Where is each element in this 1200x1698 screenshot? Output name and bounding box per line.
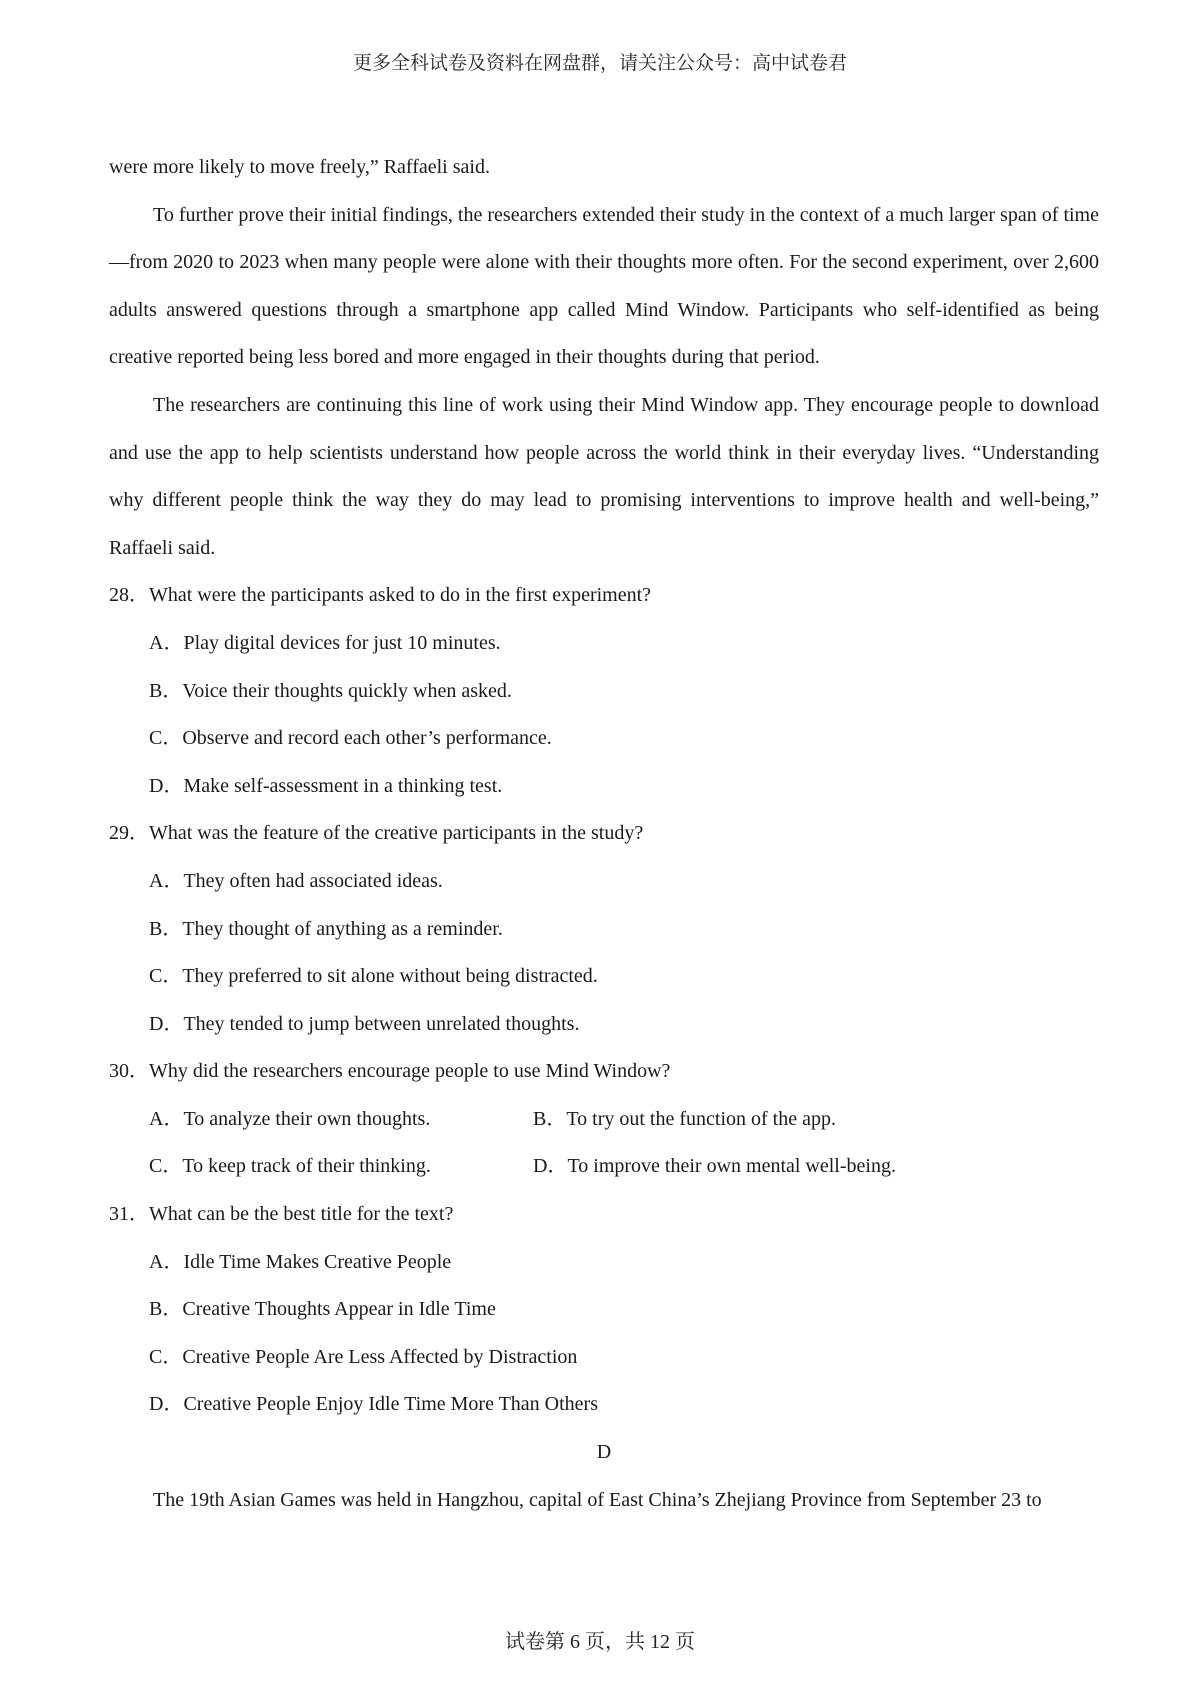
option-a: A．They often had associated ideas. [149, 869, 443, 892]
question-30 [109, 1048, 1099, 1191]
page-footer: 试卷第 6 页，共 12 页 [505, 1631, 695, 1653]
option-c: C．To keep track of their thinking. [149, 1155, 431, 1178]
question-stem: 28．What were the participants asked to do in the first experiment? [109, 584, 652, 607]
question-29 [109, 810, 1099, 1048]
option-row [109, 1096, 1099, 1144]
option-c: C．Creative People Are Less Affected by Distraction [149, 1345, 578, 1368]
option-a: A．Idle Time Makes Creative People [149, 1250, 452, 1273]
option-c: C．Observe and record each other’s performance. [149, 727, 552, 750]
option-c: C．They preferred to sit alone without being distracted. [149, 965, 598, 988]
lead-line: were more likely to move freely,” Raffaeli said. [109, 156, 490, 178]
option-b: B．Voice their thoughts quickly when asked. [149, 679, 512, 702]
page-body [109, 144, 1099, 1524]
option-d: D．They tended to jump between unrelated thoughts. [149, 1012, 580, 1035]
section-d-first-line: The 19th Asian Games was held in Hangzhou, capital of East China’s Zhejiang Province from September 23 to [153, 1488, 1042, 1511]
question-stem: 30．Why did the researchers encourage people to use Mind Window? [109, 1060, 671, 1083]
option-d: D．Make self-assessment in a thinking test. [149, 774, 503, 797]
option-d: D．To improve their own mental well-being. [533, 1155, 896, 1178]
paragraph: To further prove their initial findings, the researchers extended their study in the context of a much larger span of time—from 2020 to 2023 when many people were alone with their thoughts more often. For the second experiment, over 2,600 adults answered questions through a smartphone app called Mind Window. Participants who self-identified as being creative reported being less bored and more engaged in their thoughts during that period. [109, 203, 1099, 369]
section-marker: D [596, 1441, 612, 1464]
option-b: B．To try out the function of the app. [533, 1107, 836, 1130]
option-b: B．They thought of anything as a reminder. [149, 917, 503, 940]
option-b: B．Creative Thoughts Appear in Idle Time [149, 1298, 496, 1321]
question-28 [109, 572, 1099, 810]
question-stem: 29．What was the feature of the creative participants in the study? [109, 822, 644, 845]
question-stem: 31．What can be the best title for the text? [109, 1203, 454, 1226]
paragraph: The researchers are continuing this line of work using their Mind Window app. They encourage people to download and use the app to help scientists understand how people across the world think in their everyday lives. “Understanding why different people think the way they do may lead to promising interventions to improve health and well-being,” Raffaeli said. [109, 393, 1099, 559]
question-31 [109, 1191, 1099, 1429]
option-a: A．Play digital devices for just 10 minutes. [149, 631, 501, 654]
option-d: D．Creative People Enjoy Idle Time More Than Others [149, 1393, 599, 1416]
option-a: A．To analyze their own thoughts. [149, 1107, 431, 1130]
option-row [109, 1143, 1099, 1191]
page-header: 更多全科试卷及资料在网盘群，请关注公众号：高中试卷君 [352, 53, 847, 74]
